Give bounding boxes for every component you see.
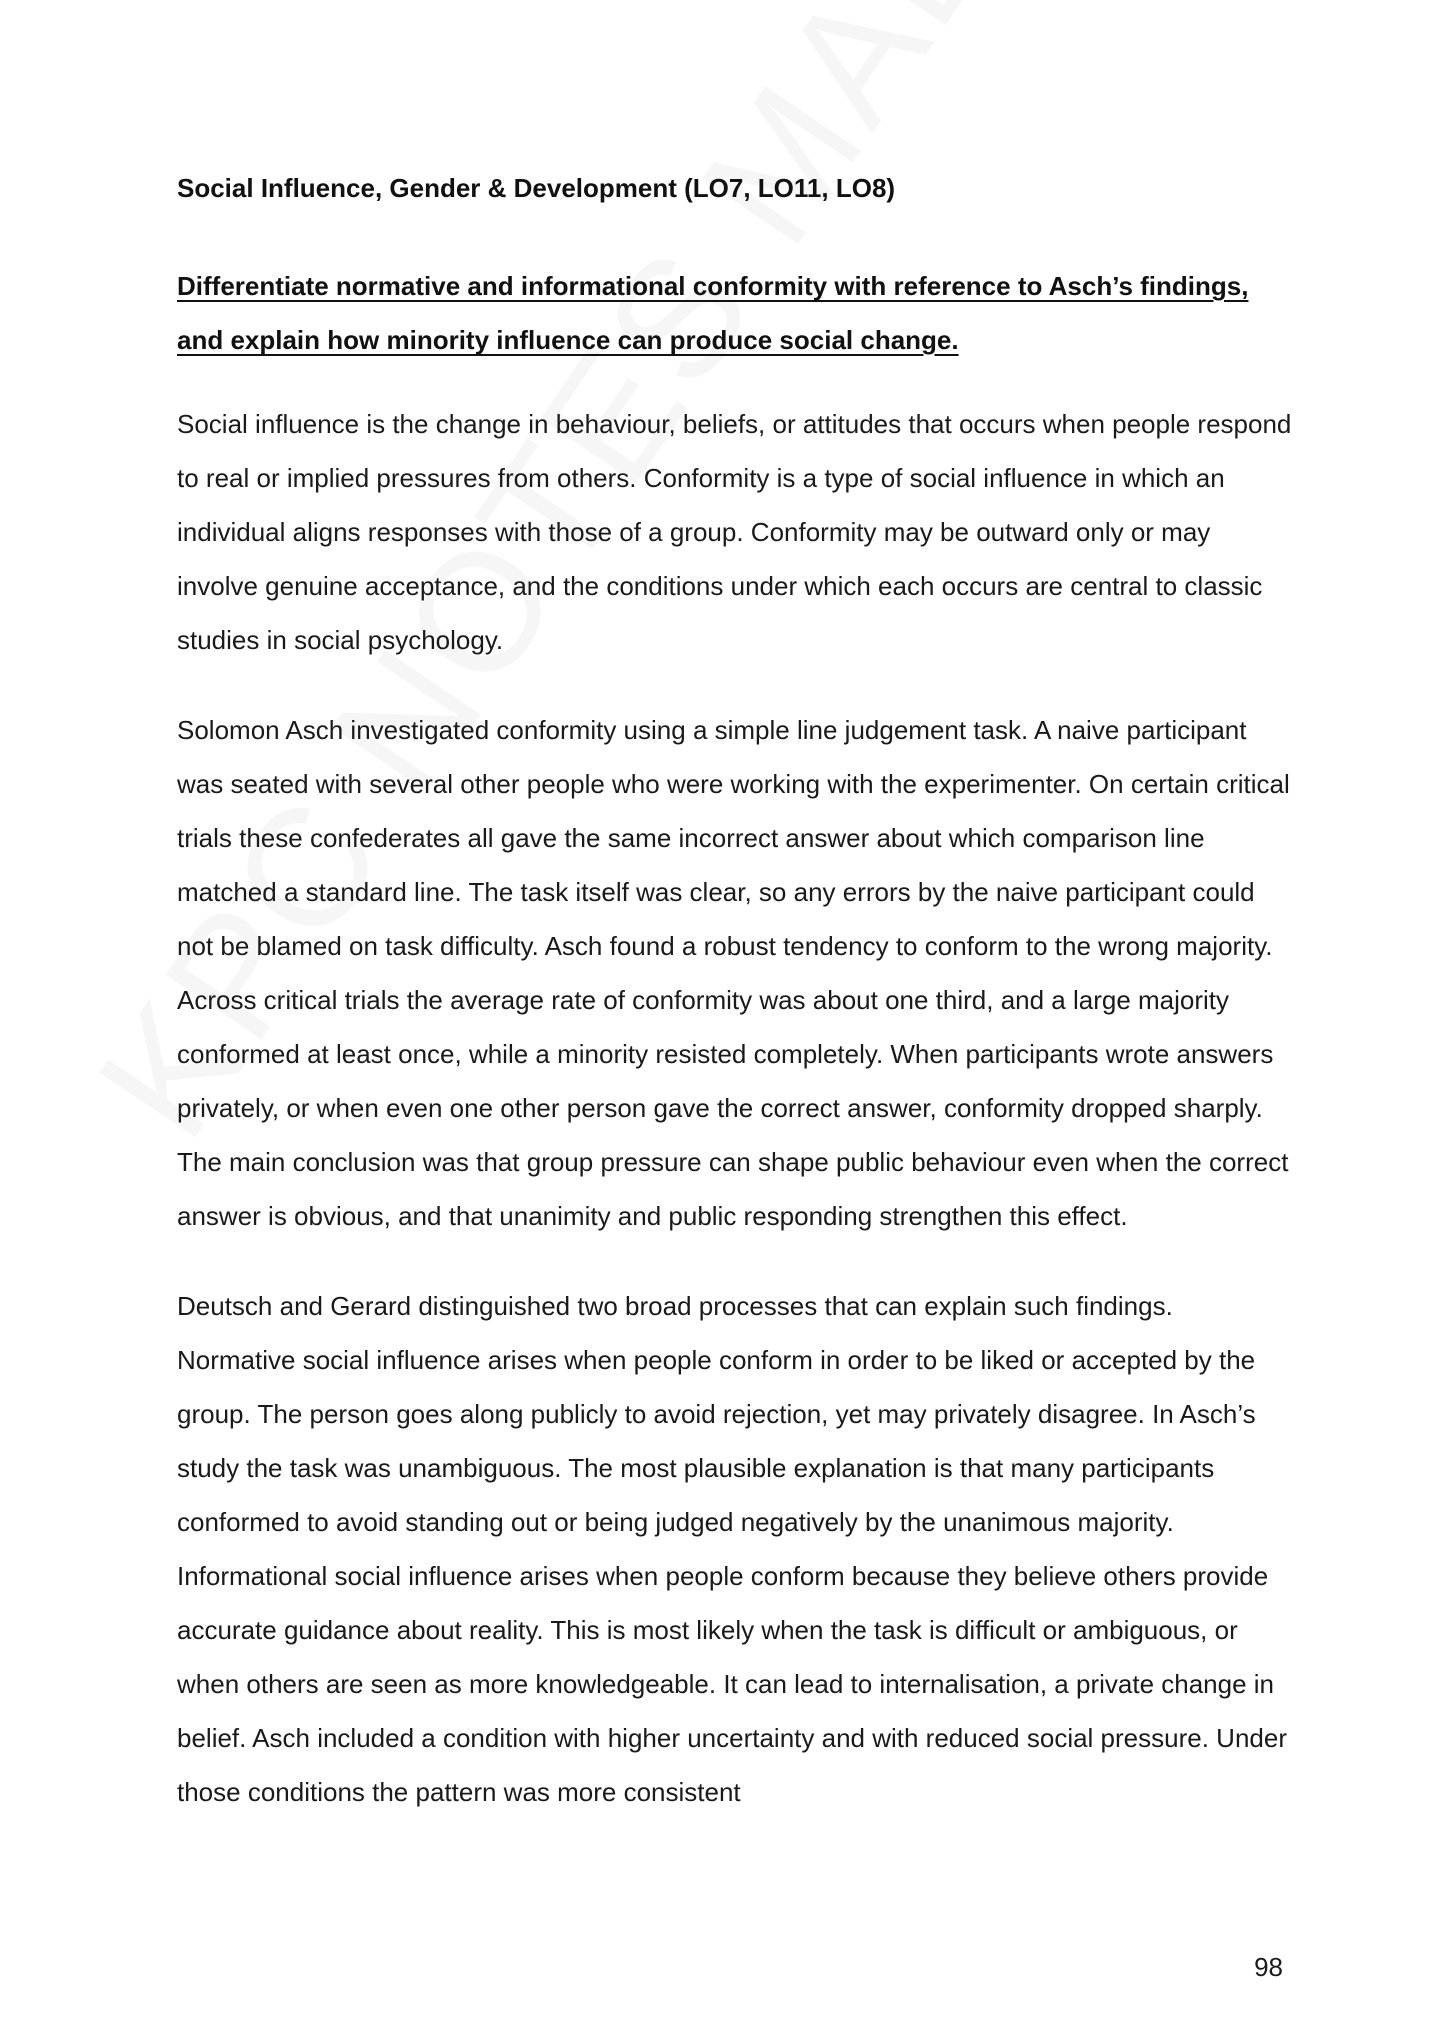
page-content	[177, 168, 1297, 1855]
paragraph: Solomon Asch investigated conformity using a simple line judgement task. A naive participant was seated with several other people who were working with the experimenter. On certain critical trials these confederates all gave the same incorrect answer about which comparison line matched a standard line. The task itself was clear, so any errors by the naive participant could not be blamed on task difficulty. Asch found a robust tendency to conform to the wrong majority. Across critical trials the average rate of conformity was about one third, and a large majority conformed at least once, while a minority resisted completely. When participants wrote answers privately, or when even one other person gave the correct answer, conformity dropped sharply. The main conclusion was that group pressure can shape public behaviour even when the correct answer is obvious, and that unanimity and public responding strengthen this effect.	[177, 715, 1290, 1231]
paragraph: Social influence is the change in behaviour, beliefs, or attitudes that occurs when people respond to real or implied pressures from others. Conformity is a type of social influence in which an individual aligns responses with those of a group. Conformity may be outward only or may involve genuine acceptance, and the conditions under which each occurs are central to classic studies in social psychology.	[177, 409, 1292, 655]
paragraph: Deutsch and Gerard distinguished two broad processes that can explain such findings. Normative social influence arises when people conform in order to be liked or accepted by the group. The person goes along publicly to avoid rejection, yet may privately disagree. In Asch’s study the task was unambiguous. The most plausible explanation is that many participants conformed to avoid standing out or being judged negatively by the unanimous majority. Informational social influence arises when people conform because they believe others provide accurate guidance about reality. This is most likely when the task is difficult or ambiguous, or when others are seen as more knowledgeable. It can lead to internalisation, a private change in belief. Asch included a condition with higher uncertainty and with reduced social pressure. Under those conditions the pattern was more consistent	[177, 1291, 1287, 1807]
question-heading: Differentiate normative and informational conformity with reference to Asch’s findings, and explain how minority influence can produce social change.	[177, 271, 1249, 355]
page-number: 98	[1254, 1952, 1283, 1982]
section-title: Social Influence, Gender & Development (LO7, LO11, LO8)	[177, 173, 896, 203]
